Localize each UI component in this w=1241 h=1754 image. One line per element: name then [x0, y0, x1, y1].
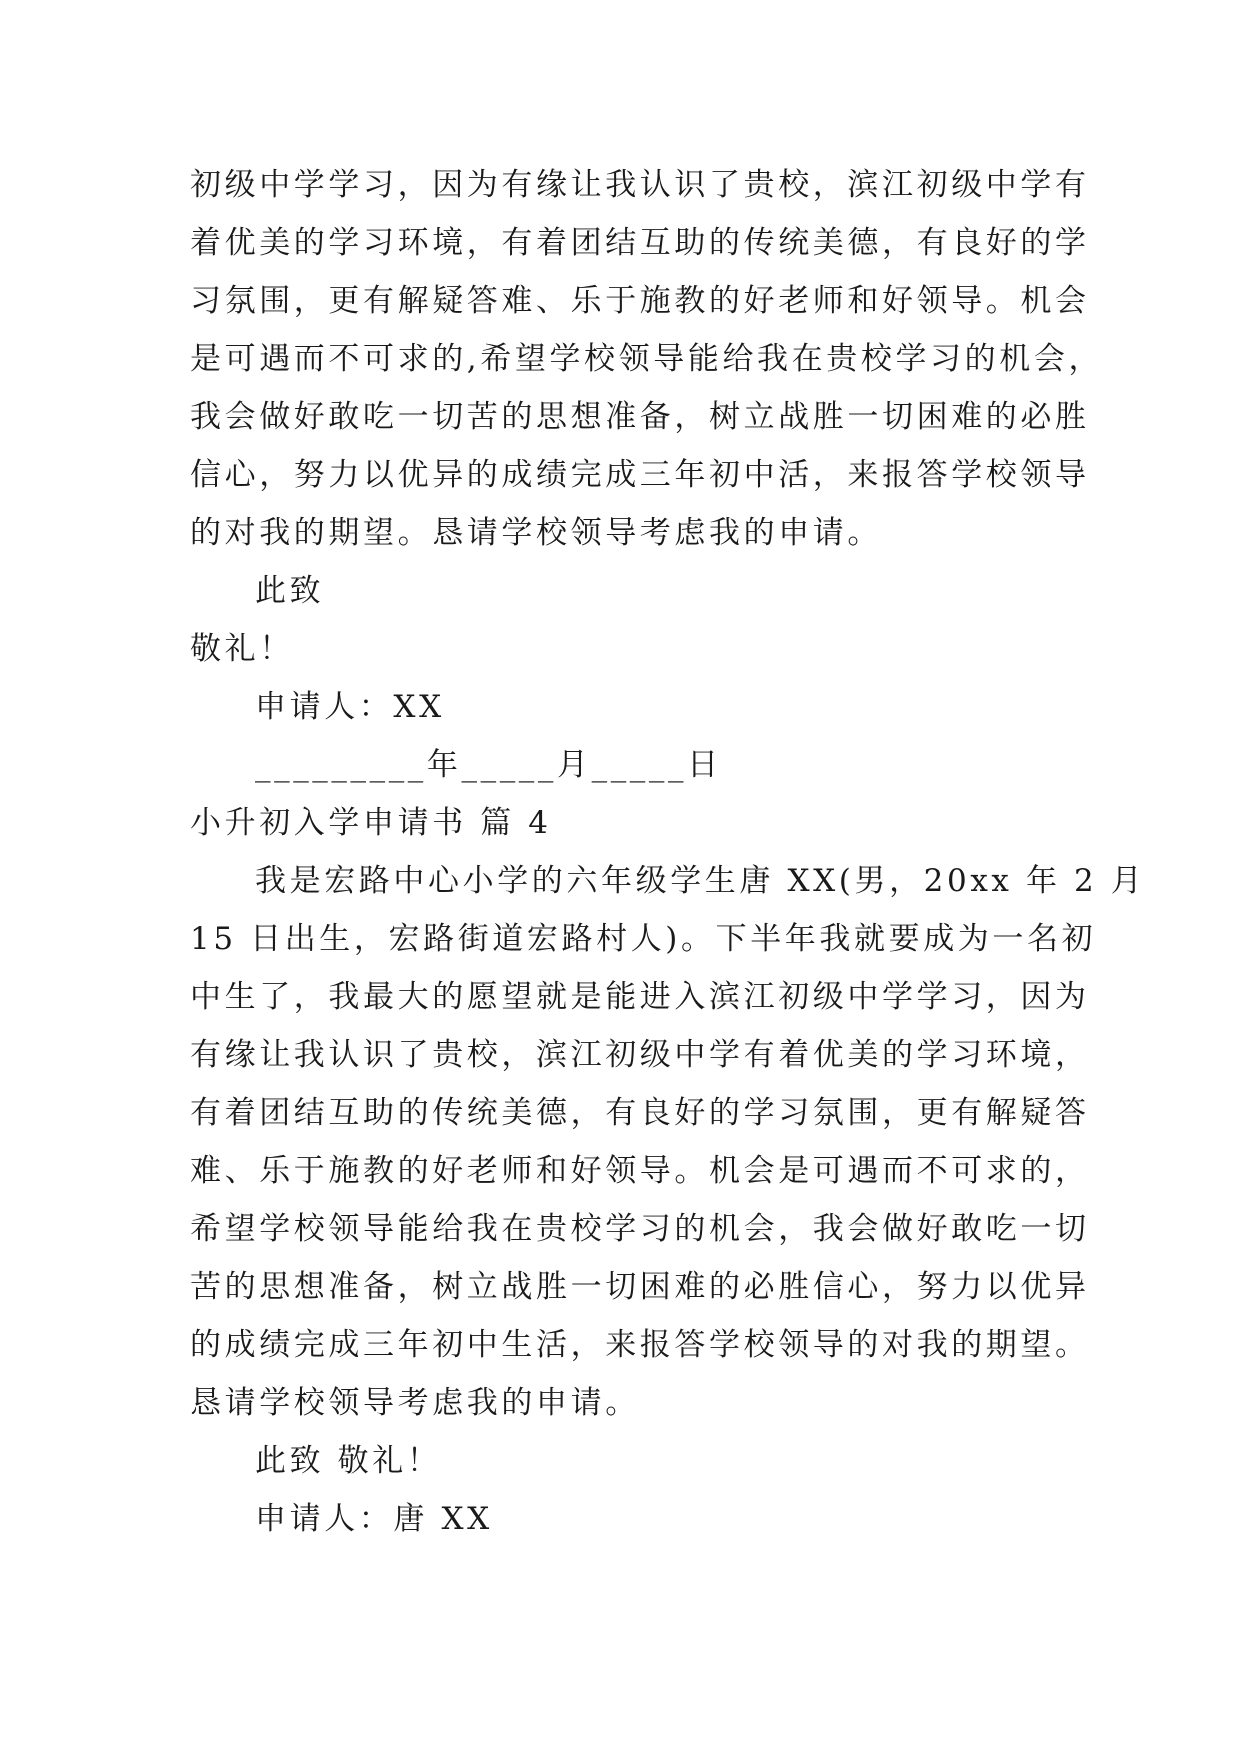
section-heading: 小升初入学申请书 篇 4: [190, 805, 552, 841]
closing-regards: 敬礼！: [190, 631, 294, 667]
paragraph-line: 是可遇而不可求的,希望学校领导能给我在贵校学习的机会，: [190, 341, 1104, 377]
paragraph-line: 恳请学校领导考虑我的申请。: [190, 1385, 640, 1421]
paragraph-line: 难、乐于施教的好老师和好领导。机会是可遇而不可求的，: [190, 1153, 1090, 1189]
paragraph-line: 苦的思想准备，树立战胜一切困难的必胜信心，努力以优异: [190, 1269, 1090, 1305]
closing-salutation: 此致 敬礼！: [255, 1443, 442, 1479]
paragraph-line: 有缘让我认识了贵校，滨江初级中学有着优美的学习环境，: [190, 1037, 1090, 1073]
paragraph-line: 的对我的期望。恳请学校领导考虑我的申请。: [190, 515, 882, 551]
paragraph-line: 的成绩完成三年初中生活，来报答学校领导的对我的期望。: [190, 1327, 1090, 1363]
date-line: _________年_____月_____日: [255, 747, 722, 783]
paragraph-line: 希望学校领导能给我在贵校学习的机会，我会做好敢吃一切: [190, 1211, 1090, 1247]
paragraph-line: 有着团结互助的传统美德，有良好的学习氛围，更有解疑答: [190, 1095, 1090, 1131]
paragraph-line: 我是宏路中心小学的六年级学生唐 XX(男，20xx 年 2 月: [255, 863, 1146, 899]
paragraph-line: 初级中学学习，因为有缘让我认识了贵校，滨江初级中学有: [190, 167, 1090, 203]
paragraph-line: 15 日出生，宏路街道宏路村人)。下半年我就要成为一名初: [190, 921, 1097, 957]
applicant-signature: 申请人：XX: [255, 689, 445, 725]
paragraph-line: 着优美的学习环境，有着团结互助的传统美德，有良好的学: [190, 225, 1090, 261]
paragraph-line: 中生了，我最大的愿望就是能进入滨江初级中学学习，因为: [190, 979, 1090, 1015]
paragraph-line: 信心，努力以优异的成绩完成三年初中活，来报答学校领导: [190, 457, 1090, 493]
applicant-signature: 申请人：唐 XX: [255, 1501, 493, 1537]
paragraph-line: 习氛围，更有解疑答难、乐于施教的好老师和好领导。机会: [190, 283, 1090, 319]
closing-salutation: 此致: [255, 573, 325, 609]
paragraph-line: 我会做好敢吃一切苦的思想准备，树立战胜一切困难的必胜: [190, 399, 1090, 435]
